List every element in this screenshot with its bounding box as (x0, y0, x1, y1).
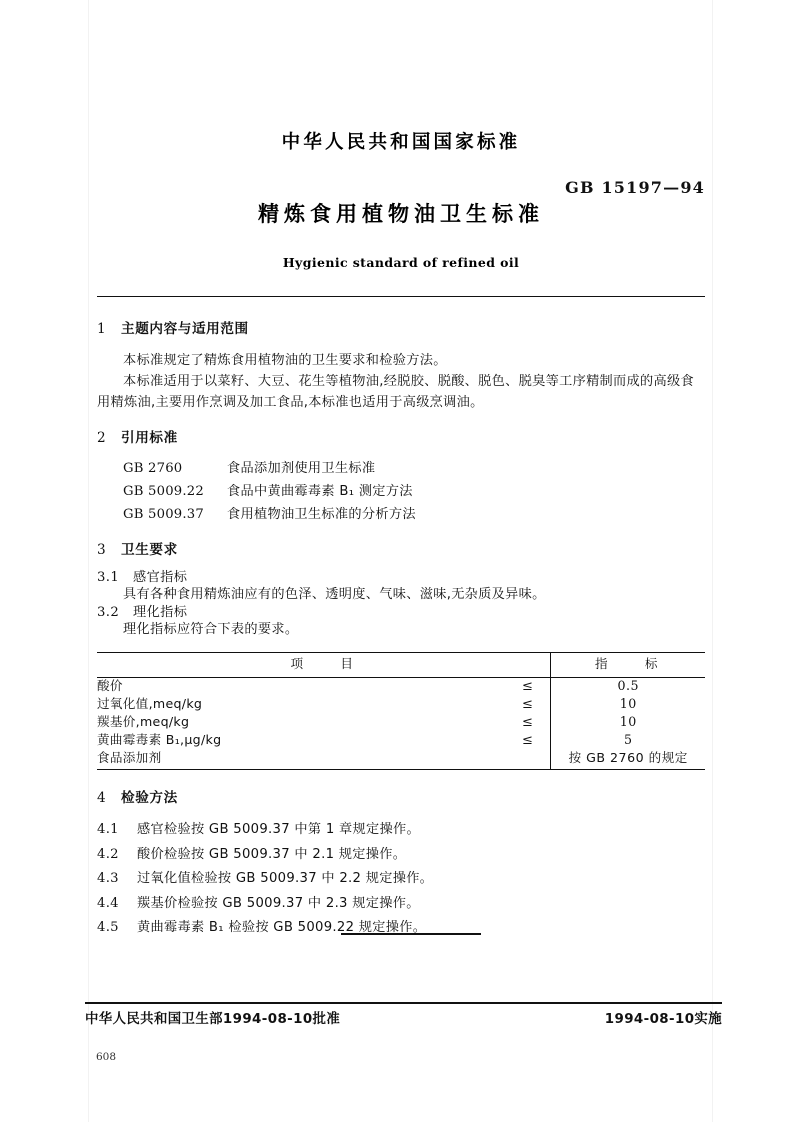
method-text: 羰基价检验按 GB 5009.37 中 2.3 规定操作。 (137, 895, 420, 911)
table-row (97, 732, 705, 750)
list-item (97, 818, 705, 842)
section-3-1-number: 3.1 (97, 570, 120, 586)
section-3-title: 卫生要求 (121, 542, 178, 559)
section-1-paragraph-1: 本标准规定了精炼食用植物油的卫生要求和检验方法。 (123, 352, 447, 368)
method-text: 感官检验按 GB 5009.37 中第 1 章规定操作。 (137, 822, 420, 838)
method-text: 黄曲霉毒素 B₁ 检验按 GB 5009.22 规定操作。 (137, 920, 427, 936)
table-row (97, 677, 705, 696)
list-item (97, 481, 705, 504)
header-divider (97, 296, 705, 297)
section-3-heading (97, 544, 705, 558)
spec-item-value: 10 (551, 696, 705, 714)
spec-item-name: 羰基价,meq/kg (97, 714, 190, 730)
document-title-chinese: 精炼食用植物油卫生标准 (258, 202, 544, 226)
list-item (97, 504, 705, 527)
spec-item-operator (504, 750, 551, 770)
method-text: 酸价检验按 GB 5009.37 中 2.1 规定操作。 (137, 846, 407, 862)
spec-item-value: 0.5 (551, 677, 705, 696)
method-number: 4.2 (97, 846, 119, 862)
spec-item-operator: ≤ (522, 715, 533, 731)
section-1-heading (97, 323, 705, 337)
section-3-1-title: 感官指标 (133, 570, 188, 586)
table-body (97, 677, 705, 769)
section-1-paragraph-2: 本标准适用于以菜籽、大豆、花生等植物油,经脱胶、脱酸、脱色、脱臭等工序精制而成的高级食用精炼油,主要用作烹调及加工食品,本标准也适用于高级烹调油。 (97, 373, 694, 411)
spec-item-name: 食品添加剂 (97, 750, 504, 770)
method-number: 4.4 (97, 895, 119, 911)
reference-title: 食用植物油卫生标准的分析方法 (227, 506, 416, 522)
section-3-2-paragraph: 理化指标应符合下表的要求。 (123, 621, 299, 637)
method-number: 4.1 (97, 822, 119, 838)
section-2-heading (97, 429, 705, 446)
reference-code: GB 2760 (123, 461, 183, 477)
method-text: 过氧化值检验按 GB 5009.37 中 2.2 规定操作。 (137, 871, 434, 887)
spec-item-name: 黄曲霉毒素 B₁,μg/kg (97, 732, 222, 748)
section-3-number: 3 (97, 542, 107, 559)
document-footer (85, 1008, 722, 1027)
spec-item-value: 按 GB 2760 的规定 (551, 750, 705, 770)
spec-item-operator: ≤ (522, 679, 533, 695)
spec-item-operator: ≤ (522, 697, 533, 713)
section-2-number: 2 (97, 429, 107, 446)
reference-title: 食品添加剂使用卫生标准 (227, 461, 376, 477)
list-item (97, 892, 705, 916)
section-2-title: 引用标准 (121, 429, 178, 446)
test-methods-list (97, 818, 705, 940)
method-number: 4.3 (97, 871, 119, 887)
national-standard-label: 中华人民共和国国家标准 (281, 132, 521, 153)
section-4-title: 检验方法 (121, 789, 178, 806)
list-item (97, 843, 705, 867)
table-row (97, 750, 705, 770)
section-4-number: 4 (97, 789, 107, 806)
document-title-english: Hygienic standard of refined oil (282, 255, 520, 270)
spec-item-value: 5 (551, 732, 705, 750)
column-header-spec: 指 标 (551, 653, 705, 678)
section-3-2-heading (97, 606, 705, 619)
section-3-1-paragraph: 具有各种食用精炼油应有的色泽、透明度、气味、滋味,无杂质及异味。 (123, 587, 546, 603)
spec-item-operator: ≤ (522, 733, 533, 749)
physicochemical-spec-table (97, 652, 705, 770)
list-item (97, 458, 705, 481)
section-3-2-title: 理化指标 (133, 604, 188, 620)
section-3-1-heading (97, 571, 705, 584)
document-header (97, 0, 705, 297)
section-3-2-number: 3.2 (97, 604, 120, 620)
standard-number: GB 15197—94 (565, 178, 705, 197)
reference-code: GB 5009.37 (123, 506, 204, 522)
footer-implementation-date: 1994-08-10实施 (604, 1012, 722, 1027)
scan-artifact-line (712, 0, 713, 1122)
list-item (97, 867, 705, 891)
end-of-document-rule (341, 933, 481, 935)
reference-title: 食品中黄曲霉毒素 B₁ 测定方法 (227, 484, 413, 500)
list-item (97, 916, 705, 940)
table-row (97, 696, 705, 714)
section-4-heading (97, 789, 705, 806)
table-header-row (97, 653, 705, 678)
referenced-standards-list (97, 458, 705, 526)
table-header (97, 653, 705, 678)
method-number: 4.5 (97, 920, 119, 936)
column-header-item: 项 目 (97, 653, 551, 678)
spec-item-value: 10 (551, 714, 705, 732)
table-row (97, 714, 705, 732)
spec-item-name: 过氧化值,meq/kg (97, 696, 203, 712)
section-1-number: 1 (97, 321, 107, 337)
spec-item-name: 酸价 (97, 678, 123, 694)
reference-code: GB 5009.22 (123, 484, 204, 500)
document-body (97, 323, 705, 941)
section-1-title: 主题内容与适用范围 (121, 321, 249, 337)
scan-artifact-line (88, 0, 89, 1122)
page-content (97, 0, 705, 941)
footer-divider (85, 1002, 722, 1004)
page-number: 608 (96, 1051, 117, 1063)
footer-approval-text: 中华人民共和国卫生部1994-08-10批准 (85, 1012, 341, 1027)
